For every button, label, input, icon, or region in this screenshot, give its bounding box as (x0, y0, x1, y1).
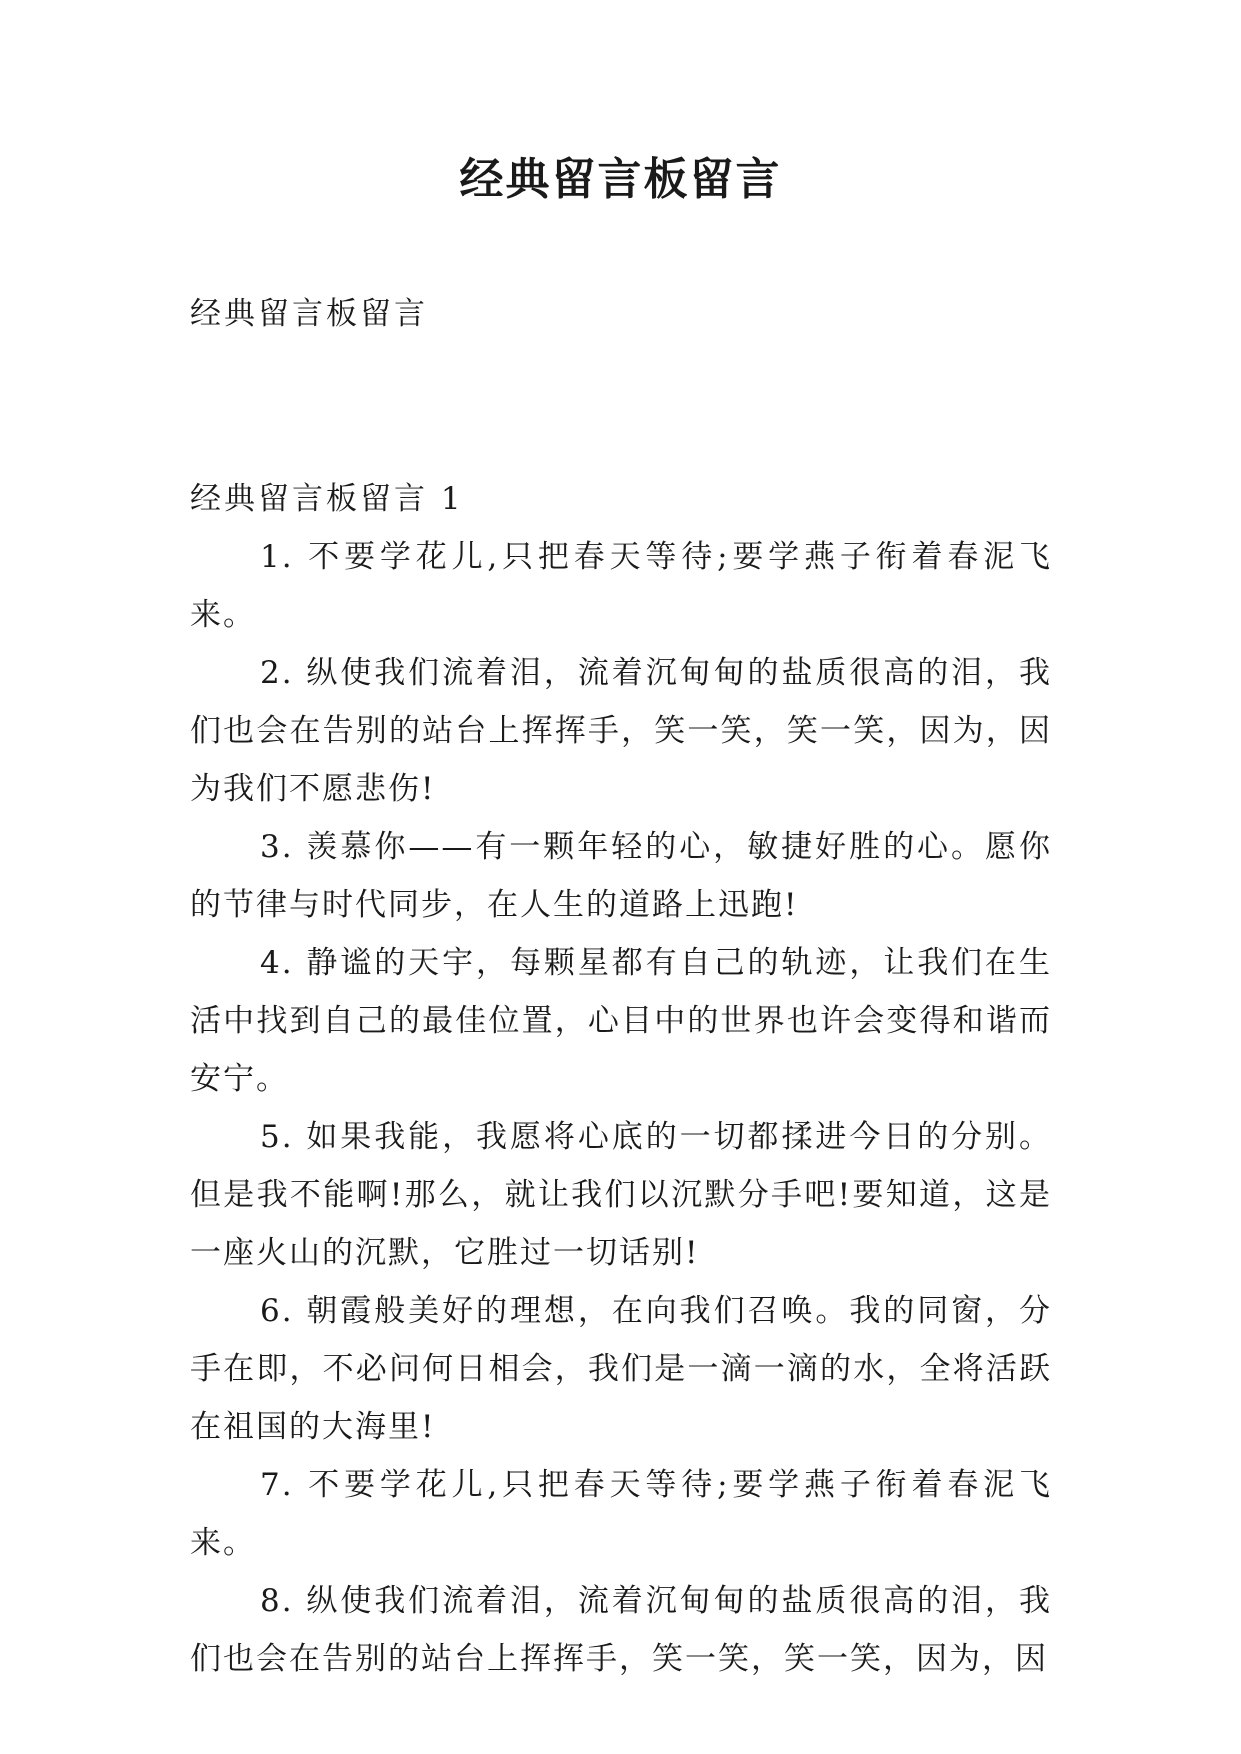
document-subtitle: 经典留言板留言 (190, 296, 428, 332)
paragraph-3: 3. 羡慕你——有一颗年轻的心，敏捷好胜的心。愿你的节律与时代同步，在人生的道路上迅跑! (190, 829, 1052, 923)
paragraph-4: 4. 静谧的天宇，每颗星都有自己的轨迹，让我们在生活中找到自己的最佳位置，心目中的世界也许会变得和谐而安宁。 (190, 945, 1052, 1097)
paragraph-5: 5. 如果我能，我愿将心底的一切都揉进今日的分别。但是我不能啊!那么，就让我们以沉默分手吧!要知道，这是一座火山的沉默，它胜过一切话别! (190, 1119, 1052, 1271)
paragraph-6: 6. 朝霞般美好的理想，在向我们召唤。我的同窗，分手在即，不必问何日相会，我们是一滴一滴的水，全将活跃在祖国的大海里! (190, 1293, 1052, 1445)
paragraph-2: 2. 纵使我们流着泪，流着沉甸甸的盐质很高的泪，我们也会在告别的站台上挥挥手，笑一笑，笑一笑，因为，因为我们不愿悲伤! (190, 655, 1052, 807)
paragraph-8: 8. 纵使我们流着泪，流着沉甸甸的盐质很高的泪，我们也会在告别的站台上挥挥手，笑一笑，笑一笑，因为，因 (190, 1583, 1052, 1677)
section-heading: 经典留言板留言 1 (190, 481, 464, 517)
paragraph-1: 1. 不要学花儿,只把春天等待;要学燕子衔着春泥飞来。 (190, 539, 1052, 633)
document-body (190, 470, 1052, 1688)
paragraph-7: 7. 不要学花儿,只把春天等待;要学燕子衔着春泥飞来。 (190, 1467, 1052, 1561)
document-title: 经典留言板留言 (459, 154, 782, 205)
